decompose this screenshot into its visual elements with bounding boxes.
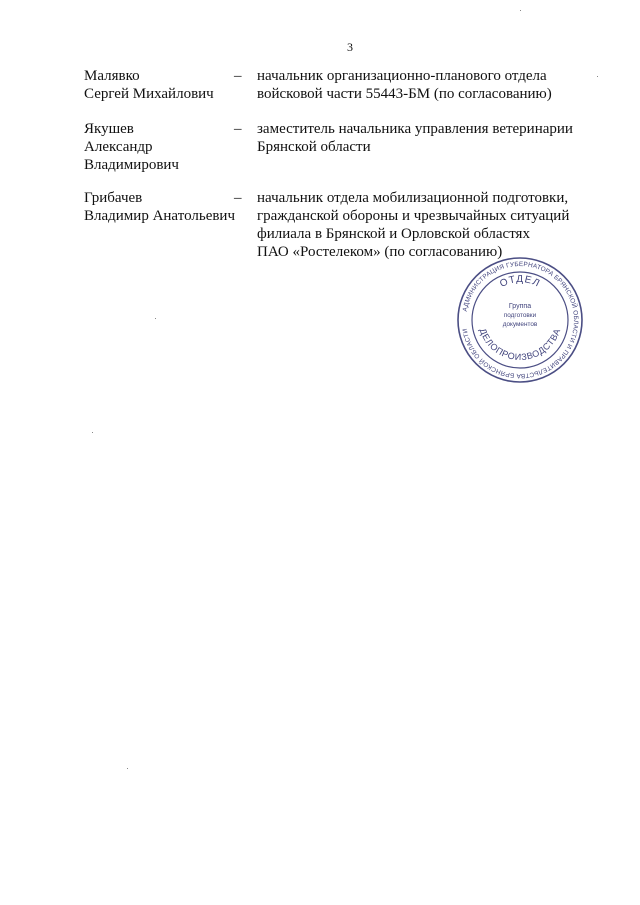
- member-name: [84, 120, 244, 174]
- dash-separator: –: [234, 190, 242, 206]
- role-line: гражданской обороны и чрезвычайных ситуаций: [257, 208, 570, 224]
- stamp-ring-text: АДМИНИСТРАЦИЯ ГУБЕРНАТОРА БРЯНСКОЙ ОБЛАСТИ И ПРАВИТЕЛЬСТВА БРЯНСКОЙ ОБЛАСТИ: [461, 260, 580, 380]
- role-line: войсковой части 55443-БМ (по согласованию): [257, 86, 552, 102]
- stamp-seal-icon: [456, 256, 584, 384]
- role-line: начальник отдела мобилизационной подготовки,: [257, 190, 569, 206]
- member-entry: [84, 120, 604, 176]
- dash-separator: –: [234, 121, 242, 137]
- member-patronymic: Владимирович: [84, 157, 179, 173]
- page-number: 3: [347, 40, 353, 54]
- member-role: [257, 120, 587, 156]
- svg-text:ОТДЕЛ: [498, 274, 542, 290]
- scan-speck: [127, 768, 128, 769]
- member-surname: Малявко: [84, 68, 140, 84]
- scan-speck: [597, 76, 598, 77]
- member-given-name: Александр: [84, 139, 153, 155]
- member-role: [257, 189, 587, 261]
- member-given-names: Сергей Михайлович: [84, 86, 214, 102]
- member-surname: Якушев: [84, 121, 134, 137]
- member-name: [84, 67, 244, 103]
- member-entry: [84, 189, 604, 263]
- scan-speck: [520, 10, 521, 11]
- stamp-center-line: документов: [502, 321, 538, 328]
- stamp-center-line: Группа: [508, 303, 532, 310]
- scan-speck: [155, 318, 156, 319]
- member-given-names: Владимир Анатольевич: [84, 208, 236, 224]
- svg-text:ДЕЛОПРОИЗВОДСТВА: [478, 327, 563, 362]
- dash-separator: –: [234, 68, 242, 84]
- member-surname: Грибачев: [84, 190, 143, 206]
- stamp-center-line: подготовки: [503, 312, 537, 319]
- stamp-top-arc: ОТДЕЛ: [498, 273, 542, 290]
- member-entry: [84, 67, 604, 107]
- scan-speck: [92, 432, 93, 433]
- role-line: Брянской области: [257, 139, 371, 155]
- role-line: заместитель начальника управления ветеринарии: [257, 121, 573, 137]
- stamp-bottom-arc: ДЕЛОПРОИЗВОДСТВА: [477, 326, 563, 363]
- role-line: филиала в Брянской и Орловской областях: [257, 226, 530, 242]
- member-role: [257, 67, 587, 103]
- member-name: [84, 189, 244, 225]
- official-stamp: [456, 256, 584, 384]
- role-line: ПАО «Ростелеком» (по согласованию): [257, 244, 503, 260]
- role-line: начальник организационно-планового отдела: [257, 68, 547, 84]
